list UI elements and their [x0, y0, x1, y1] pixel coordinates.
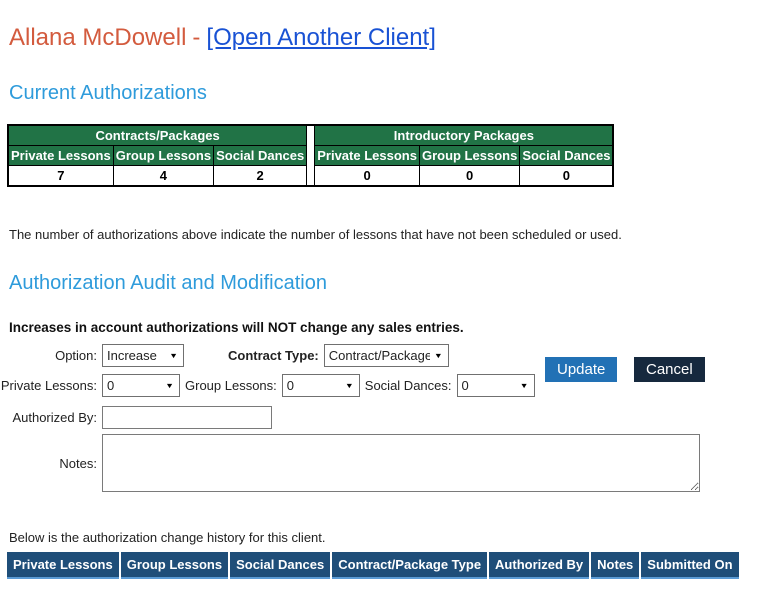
history-table: [7, 552, 739, 579]
col-header-group-lessons: Group Lessons: [113, 146, 213, 166]
col-header-private-lessons-intro: Private Lessons: [315, 146, 420, 166]
history-col-submitted-on: Submitted On: [640, 552, 738, 578]
col-header-private-lessons: Private Lessons: [8, 146, 113, 166]
group-header-introductory-packages: Introductory Packages: [315, 125, 614, 146]
history-col-social-dances: Social Dances: [229, 552, 331, 578]
cancel-button[interactable]: Cancel: [634, 357, 705, 382]
chevron-down-icon: ▼: [433, 351, 443, 360]
contract-type-label: Contract Type:: [228, 348, 319, 363]
history-col-contract-package-type: Contract/Package Type: [331, 552, 488, 578]
notes-label: Notes:: [59, 455, 97, 471]
group-lessons-select[interactable]: [282, 374, 360, 397]
history-col-notes: Notes: [590, 552, 640, 578]
option-select[interactable]: [102, 344, 184, 367]
auth-count-contracts-private: 7: [8, 166, 113, 187]
table-separator: [307, 125, 315, 186]
group-header-contracts-packages: Contracts/Packages: [8, 125, 307, 146]
update-button[interactable]: Update: [545, 357, 617, 382]
warning-text: Increases in account authorizations will NOT change any sales entries.: [9, 320, 464, 335]
chevron-down-icon: ▼: [519, 381, 529, 390]
social-dances-label: Social Dances:: [364, 378, 452, 393]
notes-textarea[interactable]: [102, 434, 700, 492]
social-dances-select-wrap: [457, 374, 535, 397]
auth-count-intro-private: 0: [315, 166, 420, 187]
col-header-group-lessons-intro: Group Lessons: [419, 146, 519, 166]
col-header-social-dances-intro: Social Dances: [520, 146, 614, 166]
history-col-authorized-by: Authorized By: [488, 552, 590, 578]
history-col-group-lessons: Group Lessons: [120, 552, 229, 578]
auth-count-contracts-social: 2: [214, 166, 307, 187]
history-col-private-lessons: Private Lessons: [13, 557, 113, 572]
contract-type-select-wrap: [324, 344, 449, 367]
private-lessons-label: Private Lessons:: [0, 378, 97, 393]
auth-count-contracts-group: 4: [113, 166, 213, 187]
auth-count-intro-social: 0: [520, 166, 614, 187]
private-lessons-select[interactable]: [102, 374, 180, 397]
client-name: Allana McDowell: [9, 24, 187, 51]
audit-form: [0, 344, 770, 492]
separator-dash: -: [192, 24, 201, 51]
col-header-social-dances: Social Dances: [214, 146, 307, 166]
authorizations-note: The number of authorizations above indicate the number of lessons that have not been scheduled or used.: [9, 227, 622, 242]
authorized-by-label: Authorized By:: [12, 410, 97, 425]
contract-type-select[interactable]: [324, 344, 449, 367]
section-title-current-authorizations: Current Authorizations: [9, 82, 207, 104]
chevron-down-icon: ▼: [169, 351, 178, 360]
current-authorizations-table: [7, 124, 614, 187]
form-row-notes: [0, 434, 770, 492]
authorized-by-input[interactable]: [102, 406, 272, 429]
group-lessons-label: Group Lessons:: [185, 378, 277, 393]
form-row-authorized-by: [0, 406, 770, 429]
section-title-audit-modification: Authorization Audit and Modification: [9, 272, 327, 294]
group-lessons-select-wrap: [282, 374, 360, 397]
page-header: [0, 0, 770, 52]
option-label: Option:: [55, 348, 97, 363]
private-lessons-select-wrap: [102, 374, 180, 397]
social-dances-select[interactable]: [457, 374, 535, 397]
option-select-wrap: [102, 344, 184, 367]
history-intro-text: Below is the authorization change history for this client.: [9, 530, 326, 545]
chevron-down-icon: ▼: [344, 381, 354, 390]
auth-count-intro-group: 0: [419, 166, 519, 187]
open-another-client-link[interactable]: [Open Another Client]: [206, 24, 436, 51]
chevron-down-icon: ▼: [165, 381, 174, 390]
